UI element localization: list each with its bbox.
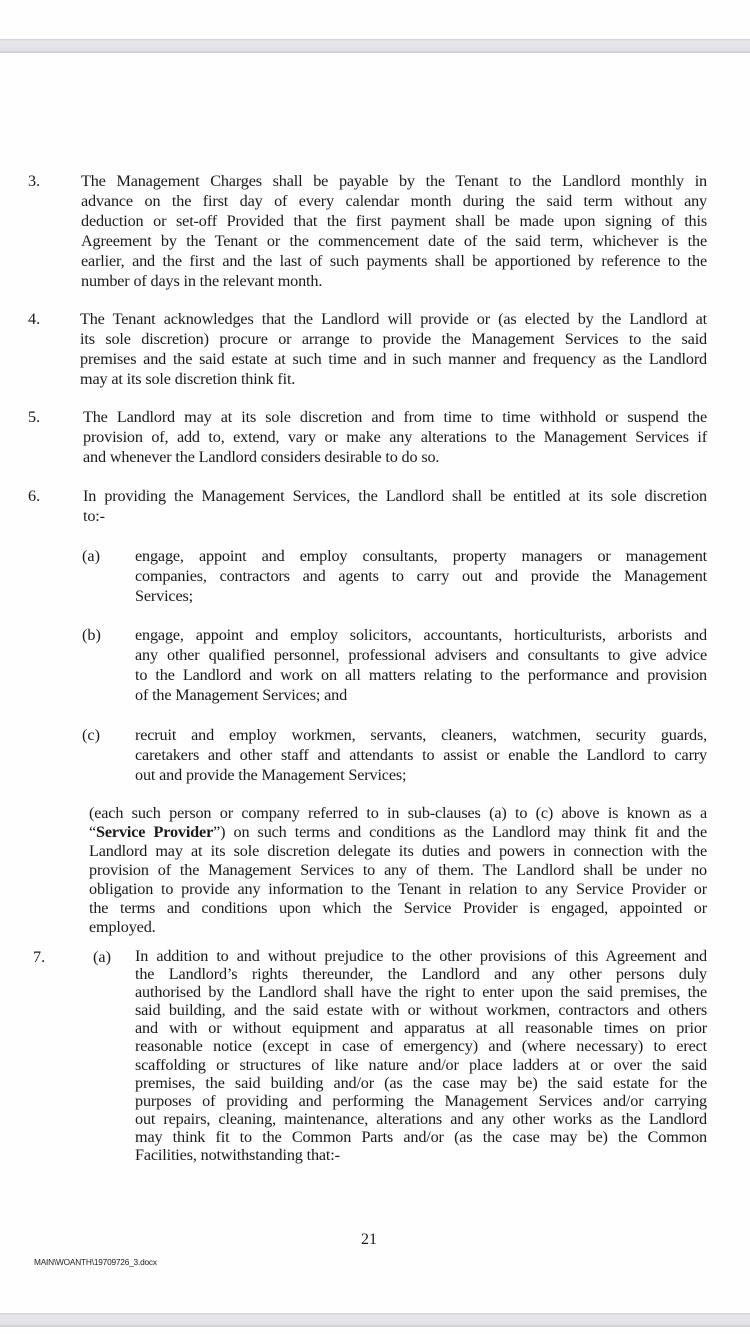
subclause-7a-line: and with or without equipment and apparatus at all reasonable times on prior: [135, 1019, 707, 1038]
clause-5-line: The Landlord may at its sole discretion and from time to time withhold or suspend the: [83, 408, 707, 426]
subclause-6a-line: Services;: [135, 587, 193, 605]
subclause-7a-line: said building, and the said estate with or without workmen, contractors and others: [135, 1001, 707, 1020]
continuation-line: (each such person or company referred to in sub-clauses (a) to (c) above is known as a: [89, 804, 707, 822]
subclause-7a-line: scaffolding or structures of like nature and/or place ladders at or over the said: [135, 1055, 707, 1074]
continuation-line: [89, 823, 707, 842]
subclause-6a-line: engage, appoint and employ consultants, property managers or management: [135, 547, 707, 565]
clause-number-7: 7.: [33, 948, 46, 966]
clause-6-text: [83, 486, 707, 526]
clause-3-line: advance on the first day of every calendar month during the said term without any: [81, 192, 707, 210]
subclause-label-6b: (b): [82, 626, 101, 644]
subclause-7a-line: reasonable notice (except in case of emergency) and (where necessary) to erect: [135, 1037, 707, 1056]
continuation-line-rest: ”) on such terms and conditions as the Landlord may think fit and the: [213, 823, 707, 841]
clause-6-line: In providing the Management Services, the Landlord shall be entitled at its sole discretion: [83, 487, 707, 505]
continuation-line: the terms and conditions upon which the Service Provider is engaged, appointed or: [89, 899, 707, 917]
open-quote: “: [89, 823, 97, 841]
clause-5-line: provision of, add to, extend, vary or make any alterations to the Management Services if: [83, 428, 707, 446]
subclause-6c-text: [135, 725, 707, 785]
clause-4-line: its sole discretion) procure or arrange to provide the Management Services to the said: [80, 330, 707, 348]
clause-number-5: 5.: [28, 408, 41, 426]
top-viewer-divider: [0, 39, 750, 53]
subclause-6c-line: caretakers and other staff and attendants to assist or enable the Landlord to carry: [135, 746, 707, 764]
subclause-7a-line: purposes of providing and performing the Management Services and/or carrying: [135, 1091, 707, 1110]
subclause-6b-line: engage, appoint and employ solicitors, accountants, horticulturists, arborists and: [135, 626, 707, 644]
continuation-line: Landlord may at its sole discretion delegate its duties and powers in connection with the: [89, 842, 707, 860]
subclause-6b-line: any other qualified personnel, professional advisers and consultants to give advice: [135, 646, 707, 664]
continuation-line: employed.: [89, 918, 156, 936]
defined-term-service-provider: Service Provider: [96, 823, 214, 841]
footer-document-reference: MAIN\WOANTH\19709726_3.docx: [34, 1257, 157, 1267]
subclause-6b-text: [135, 625, 707, 705]
continuation-line: obligation to provide any information to the Tenant in relation to any Service Provider or: [89, 880, 707, 898]
clause-number-4: 4.: [28, 310, 41, 328]
page-number: 21: [361, 1231, 377, 1248]
bottom-viewer-divider: [0, 1313, 750, 1327]
subclause-7a-line: the Landlord’s rights thereunder, the Landlord and any other persons duly: [135, 965, 707, 984]
subclause-7a-line: authorised by the Landlord shall have the right to enter upon the said premises, the: [135, 983, 707, 1002]
clause-number-6: 6.: [28, 487, 41, 505]
subclause-6c-line: out and provide the Management Services;: [135, 766, 407, 784]
clause-5-text: [83, 407, 707, 467]
clause-3-line: earlier, and the first and the last of such payments shall be apportioned by reference to the: [81, 252, 707, 270]
clause-6-continuation: [89, 804, 707, 937]
clause-5-line: and whenever the Landlord considers desirable to do so.: [83, 448, 440, 466]
subclause-7a-line: premises, the said building and/or (as the case may be) the said estate for the: [135, 1073, 707, 1092]
subclause-6a-line: companies, contractors and agents to carry out and provide the Management: [135, 567, 707, 585]
clause-4-line: premises and the said estate at such time and in such manner and frequency as the Landlord: [80, 350, 707, 368]
continuation-line: provision of the Management Services to any of them. The Landlord shall be under no: [89, 861, 707, 879]
subclause-7a-line: In addition to and without prejudice to the other provisions of this Agreement and: [135, 947, 707, 965]
subclause-7a-text: [135, 947, 707, 1164]
clause-6-line: to:-: [83, 507, 105, 525]
clause-number-3: 3.: [28, 172, 41, 190]
clause-3-line: deduction or set-off Provided that the first payment shall be made upon signing of this: [81, 212, 707, 230]
subclause-7a-line: may think fit to the Common Parts and/or (as the case may be) the Common: [135, 1127, 707, 1146]
clause-3-line: number of days in the relevant month.: [81, 272, 323, 290]
subclause-7a-line: Facilities, notwithstanding that:-: [135, 1146, 340, 1165]
subclause-label-6a: (a): [82, 547, 100, 565]
clause-3-line: The Management Charges shall be payable by the Tenant to the Landlord monthly in: [81, 172, 707, 190]
clause-4-line: The Tenant acknowledges that the Landlord will provide or (as elected by the Landlord at: [80, 310, 707, 328]
subclause-label-7a: (a): [93, 948, 111, 966]
clause-4-text: [80, 309, 707, 389]
clause-4-line: may at its sole discretion think fit.: [80, 370, 296, 388]
subclause-7a-line: out repairs, cleaning, maintenance, alterations and any other works as the Landlord: [135, 1109, 707, 1128]
subclause-6a-text: [135, 546, 707, 606]
subclause-6c-line: recruit and employ workmen, servants, cleaners, watchmen, security guards,: [135, 726, 707, 744]
subclause-label-6c: (c): [82, 726, 100, 744]
clause-3-line: Agreement by the Tenant or the commencement date of the said term, whichever is the: [81, 232, 707, 250]
clause-3-text: [81, 171, 707, 291]
subclause-6b-line: to the Landlord and work on all matters relating to the performance and provision: [135, 666, 707, 684]
subclause-6b-line: of the Management Services; and: [135, 686, 348, 704]
